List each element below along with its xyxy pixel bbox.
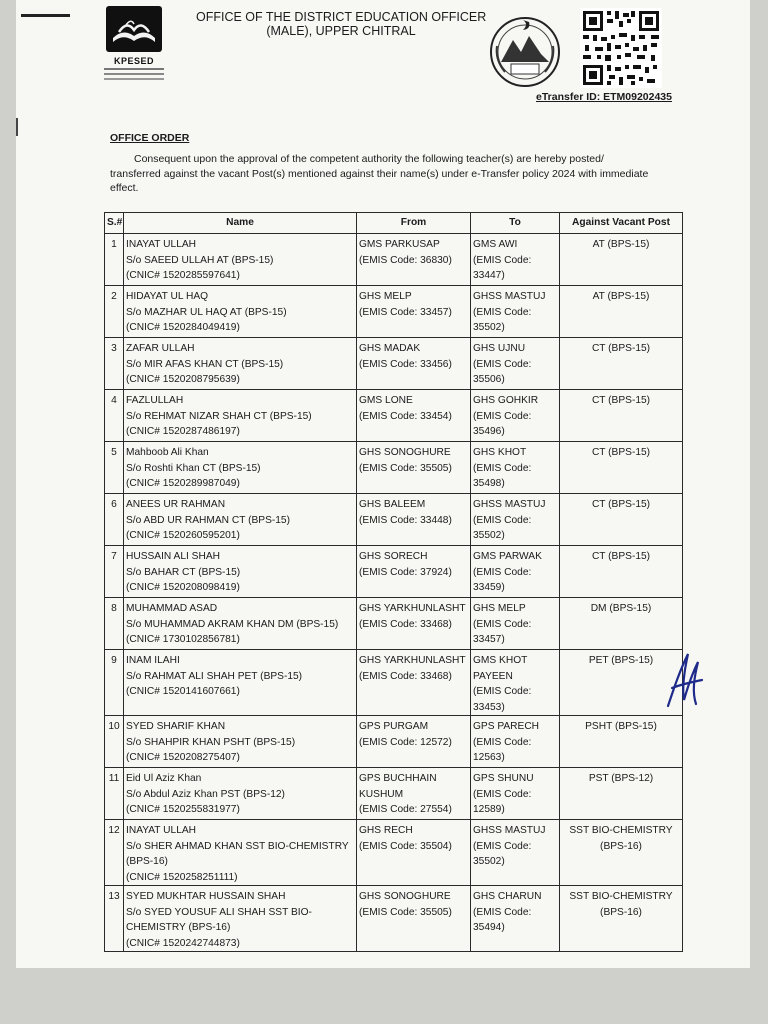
- to-line: (EMIS Code:: [473, 788, 532, 800]
- name-line: (CNIC# 1730102856781): [126, 634, 240, 645]
- name-line: (CNIC# 1520242744873): [126, 937, 240, 949]
- name-line: SYED MUKHTAR HUSSAIN SHAH: [126, 891, 286, 902]
- name-line: (CNIC# 1520208098419): [126, 582, 240, 593]
- to-line: 35502): [473, 530, 505, 541]
- to-line: 35496): [473, 426, 505, 437]
- name-line: (CNIC# 1520258251111): [126, 871, 238, 883]
- logo-caption-line: [104, 73, 164, 75]
- cell-to: [471, 716, 560, 768]
- handwritten-signature: [662, 648, 706, 710]
- cell-sn: 2: [105, 286, 124, 338]
- cell-to: [471, 820, 560, 886]
- table-row: [105, 716, 683, 768]
- header-name: Name: [124, 213, 357, 234]
- name-line: (CNIC# 1520260595201): [126, 530, 240, 541]
- from-line: GHS MADAK: [359, 343, 421, 354]
- post-text: AT (BPS-15): [592, 239, 650, 250]
- to-line: GHSS MASTUJ: [473, 825, 546, 836]
- post-text: PET (BPS-15): [588, 655, 654, 666]
- to-line: GPS SHUNU: [473, 773, 534, 784]
- name-line: S/o MIR AFAS KHAN CT (BPS-15): [126, 358, 284, 370]
- qr-code-icon: [580, 8, 662, 88]
- name-line: CHEMISTRY (BPS-16): [126, 922, 231, 933]
- to-line: GMS PARWAK: [473, 551, 542, 562]
- name-line: SYED SHARIF KHAN: [126, 721, 226, 732]
- name-line: (CNIC# 1520141607661): [126, 686, 240, 697]
- cell-post: [560, 338, 683, 390]
- to-line: (EMIS Code:: [473, 906, 532, 918]
- post-text: PSHT (BPS-15): [585, 721, 657, 732]
- to-line: 12589): [473, 804, 505, 815]
- cell-from: [357, 886, 471, 952]
- name-line: MUHAMMAD ASAD: [126, 603, 218, 614]
- cell-sn: 12: [105, 820, 124, 886]
- open-book-icon: [111, 16, 157, 46]
- from-line: GHS YARKHUNLASHT: [359, 655, 466, 666]
- cell-from: [357, 286, 471, 338]
- post-text: CT (BPS-15): [591, 343, 651, 354]
- post-text: CT (BPS-15): [591, 447, 651, 458]
- margin-dash: [21, 14, 70, 17]
- from-line: (EMIS Code: 33448): [359, 514, 452, 526]
- to-line: GHS MELP: [473, 603, 526, 614]
- name-line: S/o SYED YOUSUF ALI SHAH SST BIO-: [126, 906, 312, 918]
- name-line: (CNIC# 1520255831977): [126, 804, 240, 815]
- from-line: (EMIS Code: 33468): [359, 670, 452, 682]
- cell-from: [357, 598, 471, 650]
- intro-paragraph: [110, 152, 650, 196]
- table-row: [105, 338, 683, 390]
- table-row: [105, 546, 683, 598]
- cell-name: [124, 390, 357, 442]
- name-line: (CNIC# 1520285597641): [126, 270, 240, 281]
- to-line: 33457): [473, 634, 505, 645]
- name-line: (CNIC# 1520208275407): [126, 752, 240, 763]
- from-line: GHS RECH: [359, 825, 413, 836]
- to-line: 35494): [473, 922, 505, 933]
- to-line: (EMIS Code:: [473, 736, 532, 748]
- header-to: To: [471, 213, 560, 234]
- to-line: (EMIS Code:: [473, 686, 532, 697]
- cell-sn: 9: [105, 650, 124, 716]
- to-line: (EMIS Code:: [473, 410, 532, 422]
- from-line: (EMIS Code: 35505): [359, 906, 452, 918]
- cell-from: [357, 820, 471, 886]
- name-line: INAYAT ULLAH: [126, 239, 197, 250]
- table-row: [105, 442, 683, 494]
- from-line: (EMIS Code: 33457): [359, 306, 452, 318]
- post-text: CT (BPS-15): [591, 395, 651, 406]
- cell-post: [560, 286, 683, 338]
- to-line: (EMIS Code:: [473, 566, 532, 578]
- to-line: (EMIS Code:: [473, 840, 532, 852]
- cell-name: [124, 650, 357, 716]
- cell-to: [471, 650, 560, 716]
- from-line: GHS SORECH: [359, 551, 428, 562]
- name-line: S/o Abdul Aziz Khan PST (BPS-12): [126, 788, 285, 800]
- to-line: PAYEEN: [473, 670, 513, 682]
- from-line: GMS LONE: [359, 395, 413, 406]
- from-line: GPS BUCHHAIN: [359, 773, 437, 784]
- to-line: (EMIS Code:: [473, 306, 532, 318]
- cell-from: [357, 442, 471, 494]
- to-line: (EMIS Code:: [473, 514, 532, 526]
- cell-name: [124, 442, 357, 494]
- to-line: (EMIS Code:: [473, 618, 532, 630]
- to-line: GHS GOHKIR: [473, 395, 539, 406]
- to-line: GMS KHOT: [473, 655, 528, 666]
- post-text: SST BIO-CHEMISTRY (BPS-16): [569, 825, 673, 852]
- post-text: AT (BPS-15): [592, 291, 650, 302]
- name-line: INAM ILAHI: [126, 655, 180, 666]
- office-order-title: OFFICE ORDER: [110, 132, 190, 144]
- cell-post: [560, 390, 683, 442]
- name-line: S/o MUHAMMAD AKRAM KHAN DM (BPS-15): [126, 618, 339, 630]
- cell-post: [560, 598, 683, 650]
- cell-sn: 11: [105, 768, 124, 820]
- post-text: CT (BPS-15): [591, 499, 651, 510]
- cell-sn: 1: [105, 234, 124, 286]
- table-row: [105, 886, 683, 952]
- to-line: GHS CHARUN: [473, 891, 542, 902]
- cell-post: [560, 768, 683, 820]
- post-text: SST BIO-CHEMISTRY (BPS-16): [569, 891, 673, 918]
- cell-post: [560, 886, 683, 952]
- from-line: GMS PARKUSAP: [359, 239, 440, 250]
- to-line: (EMIS Code:: [473, 254, 532, 266]
- cell-to: [471, 598, 560, 650]
- table-row: [105, 650, 683, 716]
- name-line: S/o REHMAT NIZAR SHAH CT (BPS-15): [126, 410, 312, 422]
- cell-post: [560, 820, 683, 886]
- cell-from: [357, 716, 471, 768]
- name-line: S/o ABD UR RAHMAN CT (BPS-15): [126, 514, 290, 526]
- cell-post: [560, 716, 683, 768]
- table-row: [105, 494, 683, 546]
- from-line: GHS SONOGHURE: [359, 447, 451, 458]
- cell-to: [471, 286, 560, 338]
- to-line: GHS KHOT: [473, 447, 527, 458]
- cell-sn: 13: [105, 886, 124, 952]
- cell-sn: 8: [105, 598, 124, 650]
- cell-post: [560, 494, 683, 546]
- intro-text: Consequent upon the approval of the competent authority the following teacher(s) are hereby posted/ transferred against the vacant Post(s) mentioned against their name(s) under e-Transfer policy 2024 with immediate effect.: [110, 153, 649, 194]
- from-line: (EMIS Code: 35505): [359, 462, 452, 474]
- logo-caption-line: [104, 78, 164, 80]
- table-header-row: [105, 213, 683, 234]
- cell-name: [124, 768, 357, 820]
- cell-sn: 5: [105, 442, 124, 494]
- cell-to: [471, 390, 560, 442]
- cell-from: [357, 390, 471, 442]
- post-text: DM (BPS-15): [590, 603, 652, 614]
- cell-name: [124, 820, 357, 886]
- to-line: GHS UJNU: [473, 343, 526, 354]
- cell-post: [560, 546, 683, 598]
- to-line: GMS AWI: [473, 239, 518, 250]
- name-line: S/o Roshti Khan CT (BPS-15): [126, 462, 261, 474]
- table-row: [105, 598, 683, 650]
- cell-name: [124, 598, 357, 650]
- cell-name: [124, 338, 357, 390]
- cell-sn: 6: [105, 494, 124, 546]
- etransfer-id: eTransfer ID: ETM09202435: [536, 91, 672, 103]
- from-line: (EMIS Code: 33456): [359, 358, 452, 370]
- from-line: GHS MELP: [359, 291, 412, 302]
- cell-sn: 10: [105, 716, 124, 768]
- table-body: [105, 234, 683, 952]
- cell-from: [357, 546, 471, 598]
- logo-caption-line: [104, 68, 164, 70]
- name-line: FAZLULLAH: [126, 395, 184, 406]
- cell-name: [124, 286, 357, 338]
- cell-from: [357, 234, 471, 286]
- cell-to: [471, 494, 560, 546]
- cell-from: [357, 650, 471, 716]
- name-line: ZAFAR ULLAH: [126, 343, 195, 354]
- name-line: ANEES UR RAHMAN: [126, 499, 226, 510]
- cell-to: [471, 886, 560, 952]
- office-header: [196, 10, 486, 38]
- cell-name: [124, 494, 357, 546]
- cell-name: [124, 546, 357, 598]
- cell-from: [357, 768, 471, 820]
- to-line: 33453): [473, 701, 505, 713]
- to-line: GHSS MASTUJ: [473, 499, 546, 510]
- header-sn: S.#: [105, 213, 124, 234]
- to-line: 35502): [473, 322, 505, 333]
- kpesed-logo: [100, 6, 168, 80]
- name-line: (CNIC# 1520284049419): [126, 322, 240, 333]
- cell-to: [471, 546, 560, 598]
- name-line: S/o SHAHPIR KHAN PSHT (BPS-15): [126, 736, 296, 748]
- name-line: S/o RAHMAT ALI SHAH PET (BPS-15): [126, 670, 303, 682]
- name-line: (CNIC# 1520287486197): [126, 426, 240, 437]
- name-line: (CNIC# 1520208795639): [126, 374, 240, 385]
- name-line: Eid Ul Aziz Khan: [126, 773, 202, 784]
- from-line: (EMIS Code: 37924): [359, 566, 452, 578]
- logo-name: KPESED: [113, 56, 154, 66]
- table-row: [105, 390, 683, 442]
- cell-name: [124, 716, 357, 768]
- from-line: GPS PURGAM: [359, 721, 429, 732]
- to-line: 35498): [473, 478, 505, 489]
- cell-to: [471, 234, 560, 286]
- to-line: (EMIS Code:: [473, 462, 532, 474]
- to-line: GPS PARECH: [473, 721, 540, 732]
- table-row: [105, 820, 683, 886]
- from-line: (EMIS Code: 35504): [359, 840, 452, 852]
- cell-from: [357, 338, 471, 390]
- name-line: S/o SAEED ULLAH AT (BPS-15): [126, 254, 274, 266]
- table-row: [105, 768, 683, 820]
- cell-name: [124, 886, 357, 952]
- from-line: GHS YARKHUNLASHT: [359, 603, 466, 614]
- from-line: (EMIS Code: 33454): [359, 410, 452, 422]
- table-row: [105, 234, 683, 286]
- from-line: GHS SONOGHURE: [359, 891, 451, 902]
- to-line: (EMIS Code:: [473, 358, 532, 370]
- name-line: S/o MAZHAR UL HAQ AT (BPS-15): [126, 306, 287, 318]
- header-from: From: [357, 213, 471, 234]
- from-line: (EMIS Code: 33468): [359, 618, 452, 630]
- cell-to: [471, 338, 560, 390]
- to-line: 33447): [473, 270, 505, 281]
- to-line: 33459): [473, 582, 505, 593]
- to-line: GHSS MASTUJ: [473, 291, 546, 302]
- name-line: (BPS-16): [126, 856, 168, 867]
- margin-tick: [16, 118, 18, 136]
- from-line: (EMIS Code: 36830): [359, 254, 452, 266]
- cell-name: [124, 234, 357, 286]
- cell-to: [471, 442, 560, 494]
- name-line: S/o SHER AHMAD KHAN SST BIO-CHEMISTRY: [126, 840, 349, 852]
- cell-sn: 3: [105, 338, 124, 390]
- from-line: KUSHUM: [359, 788, 404, 800]
- cell-from: [357, 494, 471, 546]
- cell-to: [471, 768, 560, 820]
- header-line-2: (MALE), UPPER CHITRAL: [266, 24, 416, 38]
- from-line: (EMIS Code: 12572): [359, 736, 452, 748]
- header-line-1: OFFICE OF THE DISTRICT EDUCATION OFFICER: [196, 10, 487, 24]
- name-line: HUSSAIN ALI SHAH: [126, 551, 220, 562]
- cell-sn: 7: [105, 546, 124, 598]
- name-line: Mahboob Ali Khan: [126, 447, 209, 458]
- post-text: PST (BPS-12): [588, 773, 654, 784]
- from-line: (EMIS Code: 27554): [359, 804, 452, 815]
- to-line: 12563): [473, 752, 505, 763]
- from-line: GHS BALEEM: [359, 499, 426, 510]
- table-row: [105, 286, 683, 338]
- header-post: Against Vacant Post: [560, 213, 683, 234]
- government-emblem-icon: [487, 14, 563, 90]
- cell-post: [560, 442, 683, 494]
- name-line: (CNIC# 1520289987049): [126, 478, 240, 489]
- cell-post: [560, 234, 683, 286]
- to-line: 35502): [473, 856, 505, 867]
- cell-sn: 4: [105, 390, 124, 442]
- post-text: CT (BPS-15): [591, 551, 651, 562]
- transfer-table: [104, 212, 683, 952]
- to-line: 35506): [473, 374, 505, 385]
- name-line: S/o BAHAR CT (BPS-15): [126, 566, 241, 578]
- name-line: INAYAT ULLAH: [126, 825, 197, 836]
- name-line: HIDAYAT UL HAQ: [126, 291, 209, 302]
